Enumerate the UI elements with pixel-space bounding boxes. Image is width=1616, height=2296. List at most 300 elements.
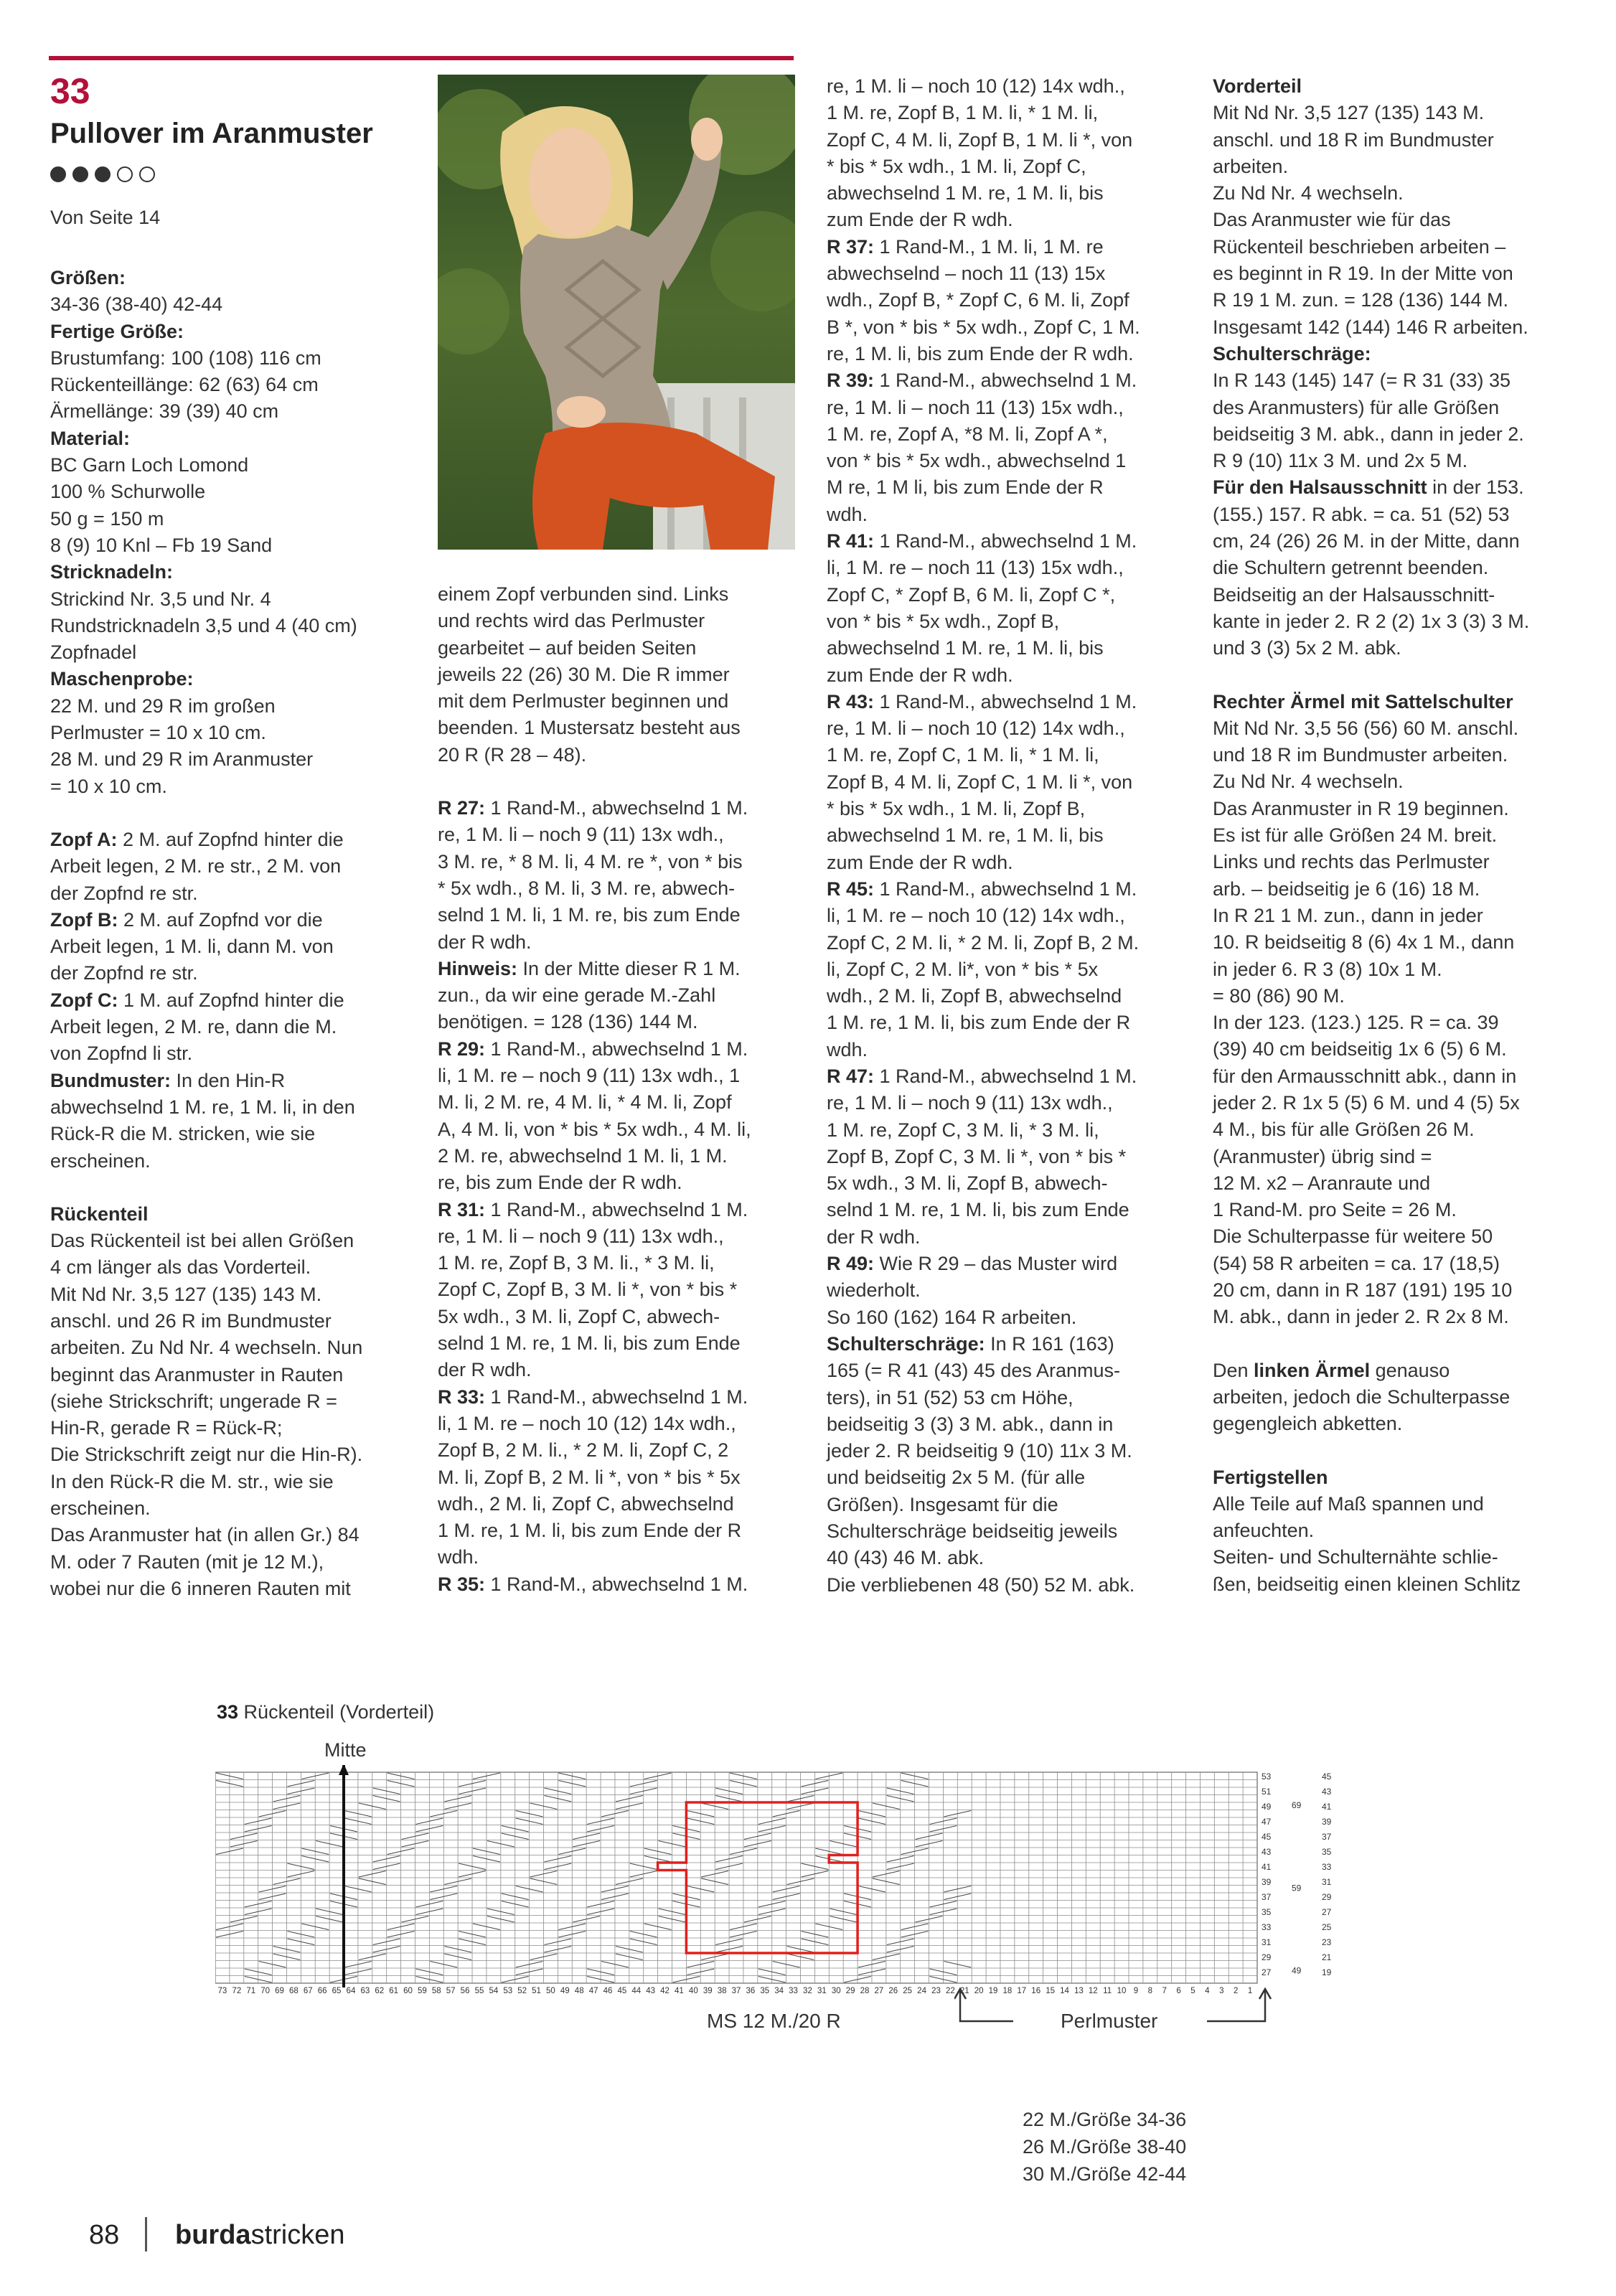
- text-line: (siehe Strickschrift; ungerade R =: [50, 1390, 337, 1412]
- stitch-number: 43: [646, 1987, 656, 1995]
- inline-text: 1 Rand-M., abwechselnd 1 M.: [874, 370, 1137, 392]
- model-photo-illustration: [438, 75, 795, 550]
- text-line: wdh., Zopf B, * Zopf C, 6 M. li, Zopf: [827, 289, 1129, 311]
- stitch-number: 62: [375, 1987, 385, 1995]
- section-heading: [1213, 73, 1572, 100]
- text-line: li, 1 M. re – noch 11 (13) 15x wdh.,: [827, 557, 1124, 579]
- text-line: jeder 2. R beidseitig 9 (10) 11x 3 M.: [827, 1440, 1132, 1462]
- text-line: re, 1 M. li – noch 11 (13) 15x wdh.,: [827, 396, 1124, 418]
- row-label: 33: [1322, 1862, 1332, 1872]
- section-heading: [50, 559, 409, 585]
- text-line: und beidseitig 2x 5 M. (für alle: [827, 1467, 1086, 1489]
- stitch-number: 53: [503, 1987, 513, 1995]
- text-line: der R wdh.: [438, 931, 532, 953]
- text-line: Schulterschräge beidseitig jeweils: [827, 1520, 1118, 1543]
- knitting-chart: [215, 1765, 1349, 2013]
- paragraph-gap: [1213, 1438, 1572, 1464]
- inline-label: Zopf A:: [50, 828, 118, 850]
- text-line: zum Ende der R wdh.: [827, 851, 1013, 873]
- stitch-number: 73: [217, 1987, 227, 1995]
- text-line: 100 % Schurwolle: [50, 481, 206, 503]
- stitch-number: 39: [703, 1987, 713, 1995]
- text-line: [50, 1068, 409, 1094]
- stitch-number: 19: [988, 1987, 998, 1995]
- row-label: 23: [1322, 1937, 1332, 1947]
- stitch-number: 27: [874, 1987, 884, 1995]
- row-label: 41: [1322, 1802, 1332, 1812]
- text-line: [827, 1331, 1185, 1358]
- brand-logo: [175, 2220, 344, 2251]
- text-line: zum Ende der R wdh.: [827, 664, 1013, 686]
- row-label: 53: [1262, 1772, 1272, 1782]
- text-line: 4 cm länger als das Vorderteil.: [50, 1256, 311, 1279]
- stitch-number: 68: [288, 1987, 299, 1995]
- text-line: M. li, Zopf B, 2 M. li *, von * bis * 5x: [438, 1466, 741, 1488]
- size-line: 26 M./Größe 38-40: [1023, 2136, 1187, 2158]
- row-label: 35: [1322, 1847, 1332, 1857]
- inline-label: R 41:: [827, 530, 875, 552]
- text-line: Das Aranmuster in R 19 beginnen.: [1213, 797, 1509, 819]
- row-label: 33: [1262, 1922, 1272, 1932]
- row-label: 49: [1292, 1965, 1302, 1976]
- inline-text: In den Hin-R: [171, 1069, 286, 1091]
- inline-text: 1 Rand-M., abwechselnd 1 M.: [874, 690, 1137, 712]
- section-heading: [50, 265, 409, 291]
- stitch-number: 10: [1117, 1987, 1127, 1995]
- text-line: 50 g = 150 m: [50, 507, 164, 530]
- inline-label: R 29:: [438, 1038, 486, 1060]
- text-line: M. oder 7 Rauten (mit je 12 M.),: [50, 1551, 324, 1573]
- inline-text: 1 Rand-M., abwechselnd 1 M.: [485, 1573, 748, 1595]
- text-line: In R 21 1 M. zun., dann in jeder: [1213, 904, 1483, 926]
- row-label: 59: [1292, 1883, 1302, 1893]
- section-heading: [50, 425, 409, 452]
- text-line: mit dem Perlmuster beginnen und: [438, 690, 729, 712]
- inline-label: Hinweis:: [438, 957, 518, 979]
- text-line: * 5x wdh., 8 M. li, 3 M. re, abwech-: [438, 877, 736, 899]
- inline-label: R 35:: [438, 1573, 486, 1595]
- text-line: 12 M. x2 – Aranraute und: [1213, 1172, 1431, 1194]
- stitch-number: 28: [860, 1987, 870, 1995]
- text-line: jeweils 22 (26) 30 M. Die R immer: [438, 663, 730, 685]
- difficulty-dot-filled: [72, 166, 88, 182]
- text-line: Größen). Insgesamt für die: [827, 1493, 1058, 1515]
- text-line: 40 (43) 46 M. abk.: [827, 1547, 985, 1569]
- heading-text: Fertige Größe:: [50, 320, 184, 342]
- heading-text: Größen:: [50, 267, 126, 288]
- inline-label: R 37:: [827, 235, 875, 258]
- text-line: arbeiten, jedoch die Schulterpasse: [1213, 1385, 1511, 1408]
- text-line: [827, 876, 1185, 903]
- stitch-number: 31: [817, 1987, 827, 1995]
- stitch-number: 67: [303, 1987, 313, 1995]
- text-line: li, 1 M. re – noch 9 (11) 13x wdh., 1: [438, 1065, 741, 1087]
- stitch-number: 56: [460, 1987, 470, 1995]
- text-line: gearbeitet – auf beiden Seiten: [438, 636, 697, 659]
- text-line: selnd 1 M. re, 1 M. li, bis zum Ende: [438, 1332, 741, 1355]
- text-line: * bis * 5x wdh., 1 M. li, Zopf B,: [827, 798, 1086, 820]
- text-line: Insgesamt 142 (144) 146 R arbeiten.: [1213, 316, 1528, 338]
- chart-center-label: Mitte: [324, 1739, 367, 1761]
- inline-label: R 27:: [438, 797, 486, 819]
- stitch-number: 64: [346, 1987, 356, 1995]
- text-line: In der 123. (123.) 125. R = ca. 39: [1213, 1012, 1499, 1034]
- text-line: Hin-R, gerade R = Rück-R;: [50, 1417, 283, 1439]
- inline-label: Zopf C:: [50, 989, 118, 1011]
- stitch-number: 25: [903, 1987, 913, 1995]
- stitch-number: 51: [532, 1987, 541, 1995]
- inline-label: R 49:: [827, 1253, 875, 1275]
- text-line: M. li, 2 M. re, 4 M. li, * 4 M. li, Zopf: [438, 1091, 732, 1114]
- text-line: zum Ende der R wdh.: [827, 209, 1013, 231]
- text-line: 1 M. re, Zopf B, 3 M. li., * 3 M. li,: [438, 1252, 715, 1274]
- heading-text: Maschenprobe:: [50, 668, 194, 690]
- inline-label: Schulterschräge:: [827, 1332, 985, 1355]
- text-line: Rückenteil beschrieben arbeiten –: [1213, 235, 1506, 258]
- text-line: [438, 1197, 797, 1223]
- heading-text: Rückenteil: [50, 1203, 149, 1225]
- text-line: 8 (9) 10 Knl – Fb 19 Sand: [50, 534, 273, 556]
- text-line: [827, 689, 1185, 715]
- stitch-number: 15: [1046, 1987, 1055, 1995]
- inline-text: Den: [1213, 1359, 1254, 1381]
- text-line: Brustumfang: 100 (108) 116 cm: [50, 347, 321, 369]
- inline-text: 1 Rand-M., abwechselnd 1 M.: [874, 1065, 1137, 1087]
- text-line: 1 M. re, 1 M. li, bis zum Ende der R: [438, 1520, 742, 1542]
- inline-label: R 33:: [438, 1385, 486, 1408]
- stitch-number: 1: [1247, 1987, 1253, 1995]
- text-line: und 18 R im Bundmuster arbeiten.: [1213, 744, 1508, 766]
- row-label: 43: [1262, 1847, 1272, 1857]
- text-line: Zopfnadel: [50, 641, 137, 664]
- text-line: der R wdh.: [438, 1359, 532, 1381]
- brand-bold: burda: [175, 2220, 251, 2250]
- text-line: Perlmuster = 10 x 10 cm.: [50, 722, 266, 744]
- text-line: Zopf B, Zopf C, 3 M. li *, von * bis *: [827, 1145, 1127, 1167]
- inline-text: In R 161 (163): [985, 1332, 1114, 1355]
- text-line: [827, 234, 1185, 260]
- row-label: 45: [1262, 1832, 1272, 1842]
- text-line: Zu Nd Nr. 4 wechseln.: [1213, 182, 1404, 204]
- text-line: 28 M. und 29 R im Aranmuster: [50, 748, 314, 771]
- heading-text: Vorderteil: [1213, 75, 1302, 97]
- text-line: wobei nur die 6 inneren Rauten mit: [50, 1577, 351, 1599]
- stitch-number: 40: [688, 1987, 698, 1995]
- text-line: anfeuchten.: [1213, 1520, 1315, 1542]
- text-line: arbeiten. Zu Nd Nr. 4 wechseln. Nun: [50, 1337, 363, 1359]
- row-label: 29: [1262, 1952, 1272, 1962]
- center-arrow-icon: [339, 1765, 349, 1775]
- text-line: es beginnt in R 19. In der Mitte von: [1213, 263, 1513, 285]
- text-line: zun., da wir eine gerade M.-Zahl: [438, 984, 716, 1007]
- row-label: 43: [1322, 1787, 1332, 1797]
- text-line: arbeiten.: [1213, 155, 1289, 177]
- section-heading: [1213, 1464, 1572, 1491]
- text-line: 1 M. re, Zopf C, 3 M. li, * 3 M. li,: [827, 1119, 1099, 1141]
- stitch-number: 66: [317, 1987, 327, 1995]
- stitch-number: 21: [959, 1987, 969, 1995]
- inline-text: 1 M. auf Zopfnd hinter die: [118, 989, 344, 1011]
- stitch-number: 24: [917, 1987, 926, 1995]
- inline-text: 2 M. auf Zopfnd hinter die: [117, 828, 344, 850]
- text-line: = 80 (86) 90 M.: [1213, 984, 1345, 1007]
- stitch-number: 35: [760, 1987, 770, 1995]
- heading-text: Stricknadeln:: [50, 561, 174, 583]
- inline-label: R 31:: [438, 1198, 486, 1220]
- text-line: Arbeit legen, 1 M. li, dann M. von: [50, 936, 334, 958]
- chart-caption: [217, 1701, 434, 1723]
- text-line: Rück-R die M. stricken, wie sie: [50, 1123, 316, 1145]
- stitch-number: 50: [546, 1987, 555, 1995]
- inline-label: linken Ärmel: [1254, 1359, 1371, 1381]
- inline-label: Zopf B:: [50, 908, 118, 931]
- inline-label: R 39:: [827, 370, 875, 392]
- text-line: und rechts wird das Perlmuster: [438, 610, 705, 632]
- inline-text: 1 Rand-M., abwechselnd 1 M.: [874, 530, 1137, 552]
- section-heading: [1213, 689, 1572, 715]
- stitch-number: 17: [1017, 1987, 1027, 1995]
- row-label: 49: [1262, 1802, 1272, 1812]
- brand-rest: stricken: [250, 2220, 345, 2250]
- text-line: Links und rechts das Perlmuster: [1213, 851, 1490, 873]
- stitch-number: 3: [1219, 1987, 1224, 1995]
- text-line: re, 1 M. li – noch 10 (12) 14x wdh.,: [827, 75, 1125, 97]
- size-line: 30 M./Größe 42-44: [1023, 2163, 1187, 2185]
- stitch-number: 36: [746, 1987, 756, 1995]
- stitch-number: 38: [717, 1987, 727, 1995]
- text-line: und 3 (3) 5x 2 M. abk.: [1213, 637, 1401, 659]
- text-line: der Zopfnd re str.: [50, 882, 198, 904]
- text-line: 2 M. re, abwechselnd 1 M. li, 1 M.: [438, 1144, 728, 1167]
- text-line: wiederholt.: [827, 1279, 921, 1302]
- text-line: abwechselnd 1 M. re, 1 M. li, in den: [50, 1096, 355, 1118]
- text-line: [438, 1571, 797, 1598]
- size-line: 22 M./Größe 34-36: [1023, 2109, 1187, 2130]
- text-line: Mit Nd Nr. 3,5 56 (56) 60 M. anschl.: [1213, 717, 1519, 739]
- text-line: 34-36 (38-40) 42-44: [50, 293, 223, 316]
- text-line: ßen, beidseitig einen kleinen Schlitz: [1213, 1573, 1521, 1595]
- text-line: 20 R (R 28 – 48).: [438, 743, 587, 766]
- text-line: die Schultern getrennt beenden.: [1213, 557, 1489, 579]
- row-label: 37: [1262, 1892, 1272, 1902]
- text-line: * bis * 5x wdh., 1 M. li, Zopf C,: [827, 155, 1086, 177]
- text-line: [438, 956, 797, 982]
- row-label: 35: [1262, 1907, 1272, 1917]
- text-line: (Aranmuster) übrig sind =: [1213, 1145, 1432, 1167]
- stitch-number: 44: [631, 1987, 642, 1995]
- pattern-number: 33: [50, 71, 90, 111]
- text-line: wdh.: [827, 1038, 868, 1060]
- text-line: kante in jeder 2. R 2 (2) 1x 3 (3) 3 M.: [1213, 610, 1530, 632]
- difficulty-dot-filled: [50, 166, 66, 182]
- text-line: Zopf C, 2 M. li, * 2 M. li, Zopf B, 2 M.: [827, 931, 1140, 954]
- text-line: von * bis * 5x wdh., abwechselnd 1: [827, 450, 1127, 472]
- stitch-number: 26: [888, 1987, 898, 1995]
- text-line: Mit Nd Nr. 3,5 127 (135) 143 M.: [50, 1283, 322, 1305]
- text-line: [438, 1036, 797, 1063]
- text-line: erscheinen.: [50, 1497, 151, 1520]
- difficulty-dot-empty: [139, 166, 155, 182]
- stitch-number: 60: [403, 1987, 413, 1995]
- stitch-number: 8: [1147, 1987, 1153, 1995]
- stitch-number: 29: [845, 1987, 855, 1995]
- stitch-number: 2: [1233, 1987, 1239, 1995]
- text-line: Zopf B, 4 M. li, Zopf C, 1 M. li *, von: [827, 771, 1133, 793]
- text-line: Beidseitig an der Halsausschnitt-: [1213, 583, 1495, 606]
- row-label: 31: [1322, 1877, 1332, 1887]
- text-line: [438, 1384, 797, 1411]
- text-line: [827, 1251, 1185, 1277]
- stitch-number: 52: [517, 1987, 527, 1995]
- stitch-number: 13: [1074, 1987, 1084, 1995]
- text-line: ters), in 51 (52) 53 cm Höhe,: [827, 1386, 1074, 1408]
- row-label: 21: [1322, 1952, 1332, 1962]
- from-page-note: Von Seite 14: [50, 207, 161, 228]
- text-line: der Zopfnd re str.: [50, 962, 198, 984]
- text-line: benötigen. = 128 (136) 144 M.: [438, 1011, 698, 1033]
- section-heading: [50, 666, 409, 692]
- inline-text: 1 Rand-M., abwechselnd 1 M.: [485, 1385, 748, 1408]
- stitch-number: 14: [1060, 1987, 1069, 1995]
- text-line: Alle Teile auf Maß spannen und: [1213, 1492, 1484, 1515]
- text-line: beidseitig 3 (3) 3 M. abk., dann in: [827, 1413, 1114, 1435]
- row-label: 45: [1322, 1772, 1332, 1782]
- text-line: einem Zopf verbunden sind. Links: [438, 583, 729, 605]
- text-line: [50, 827, 409, 853]
- stitch-number: 63: [360, 1987, 370, 1995]
- text-line: cm, 24 (26) 26 M. in der Mitte, dann: [1213, 530, 1520, 552]
- stitch-number: 54: [489, 1987, 499, 1995]
- stitch-number: 42: [660, 1987, 670, 1995]
- text-line: Zopf C, 4 M. li, Zopf B, 1 M. li *, von: [827, 128, 1133, 151]
- text-line: 10. R beidseitig 8 (6) 4x 1 M., dann: [1213, 931, 1515, 954]
- text-line: re, 1 M. li – noch 9 (11) 13x wdh.,: [438, 1225, 724, 1247]
- row-label: 51: [1262, 1787, 1272, 1797]
- text-line: Das Aranmuster hat (in allen Gr.) 84: [50, 1524, 360, 1546]
- stitch-number: 57: [446, 1987, 456, 1995]
- row-label: 29: [1322, 1892, 1332, 1902]
- size-list: [1023, 2106, 1186, 2188]
- row-label: 41: [1262, 1862, 1272, 1872]
- stitch-number: 71: [246, 1987, 256, 1995]
- text-line: 1 M. re, Zopf C, 1 M. li, * 1 M. li,: [827, 744, 1099, 766]
- text-line: wdh., 2 M. li, Zopf B, abwechselnd: [827, 985, 1122, 1007]
- inline-text: In der Mitte dieser R 1 M.: [517, 957, 741, 979]
- section-heading: [50, 319, 409, 345]
- repeat-label: MS 12 M./20 R: [707, 2010, 841, 2032]
- text-line: Die Strickschrift zeigt nur die Hin-R).: [50, 1444, 363, 1466]
- text-line: (54) 58 R arbeiten = ca. 17 (18,5): [1213, 1252, 1500, 1274]
- text-line: von * bis * 5x wdh., Zopf B,: [827, 610, 1060, 632]
- text-column-1: [50, 265, 409, 1602]
- footer-divider: [145, 2217, 147, 2252]
- difficulty-dot-empty: [117, 166, 133, 182]
- text-line: re, bis zum Ende der R wdh.: [438, 1172, 682, 1194]
- difficulty-rating: [50, 166, 155, 182]
- text-line: Seiten- und Schulternähte schlie-: [1213, 1546, 1498, 1568]
- stitch-number: 34: [774, 1987, 784, 1995]
- text-line: Zopf C, Zopf B, 3 M. li *, von * bis *: [438, 1279, 738, 1301]
- text-line: Ärmellänge: 39 (39) 40 cm: [50, 400, 279, 423]
- stitch-number: 45: [617, 1987, 627, 1995]
- text-line: 3 M. re, * 8 M. li, 4 M. re *, von * bis: [438, 850, 743, 872]
- text-line: (39) 40 cm beidseitig 1x 6 (5) 6 M.: [1213, 1038, 1507, 1060]
- stitch-number: 33: [789, 1987, 798, 1995]
- paragraph-gap: [1213, 1331, 1572, 1358]
- text-line: Zopf C, * Zopf B, 6 M. li, Zopf C *,: [827, 583, 1116, 606]
- page-number: 88: [89, 2220, 120, 2250]
- inline-label: R 47:: [827, 1065, 875, 1087]
- chart-caption-number: 33: [217, 1701, 239, 1723]
- text-line: Es ist für alle Größen 24 M. breit.: [1213, 824, 1498, 847]
- text-line: In R 143 (145) 147 (= R 31 (33) 35: [1213, 370, 1511, 392]
- text-line: Arbeit legen, 2 M. re, dann die M.: [50, 1016, 337, 1038]
- text-line: in jeder 6. R 3 (8) 10x 1 M.: [1213, 958, 1442, 980]
- heading-text: Rechter Ärmel mit Sattelschulter: [1213, 690, 1513, 712]
- text-line: [827, 367, 1185, 394]
- stitch-number: 58: [431, 1987, 441, 1995]
- text-line: [1213, 1358, 1572, 1384]
- text-line: beginnt das Aranmuster in Rauten: [50, 1363, 344, 1385]
- pattern-title: Pullover im Aranmuster: [50, 118, 373, 149]
- text-line: re, 1 M. li, bis zum Ende der R wdh.: [827, 342, 1134, 364]
- text-line: 5x wdh., 3 M. li, Zopf C, abwech-: [438, 1305, 720, 1327]
- text-line: Das Aranmuster wie für das: [1213, 209, 1451, 231]
- inline-text: Wie R 29 – das Muster wird: [874, 1253, 1118, 1275]
- inline-text: 1 Rand-M., abwechselnd 1 M.: [485, 1038, 748, 1060]
- inline-text: 1 Rand-M., abwechselnd 1 M.: [874, 878, 1137, 900]
- text-line: R 19 1 M. zun. = 128 (136) 144 M.: [1213, 289, 1508, 311]
- text-line: Mit Nd Nr. 3,5 127 (135) 143 M.: [1213, 102, 1485, 124]
- stitch-number: 65: [332, 1987, 342, 1995]
- text-line: 165 (= R 41 (43) 45 des Aranmus-: [827, 1360, 1120, 1382]
- text-column-3: [827, 73, 1185, 1599]
- stitch-number: 70: [260, 1987, 271, 1995]
- text-line: selnd 1 M. re, 1 M. li, bis zum Ende: [827, 1199, 1129, 1221]
- text-line: der R wdh.: [827, 1225, 921, 1248]
- row-label: 31: [1262, 1937, 1272, 1947]
- inline-text: in der 153.: [1427, 476, 1524, 499]
- perlmuster-arrows: [954, 1987, 1299, 2038]
- stitch-number: 30: [831, 1987, 841, 1995]
- text-line: von Zopfnd li str.: [50, 1043, 193, 1065]
- text-line: für den Armausschnitt abk., dann in: [1213, 1065, 1517, 1087]
- section-heading: [50, 1201, 409, 1228]
- text-line: 22 M. und 29 R im großen: [50, 695, 276, 717]
- text-line: 5x wdh., 3 M. li, Zopf B, abwech-: [827, 1172, 1108, 1195]
- text-line: (155.) 157. R abk. = ca. 51 (52) 53: [1213, 503, 1510, 525]
- stitch-number: 48: [574, 1987, 584, 1995]
- stitch-number: 46: [603, 1987, 613, 1995]
- text-line: anschl. und 26 R im Bundmuster: [50, 1309, 332, 1332]
- stitch-number: 61: [389, 1987, 399, 1995]
- row-label: 69: [1292, 1800, 1302, 1810]
- row-label: 47: [1262, 1817, 1272, 1827]
- stitch-number: 32: [803, 1987, 812, 1995]
- text-line: 4 M., bis für alle Größen 26 M.: [1213, 1119, 1475, 1141]
- stitch-number: 12: [1088, 1987, 1098, 1995]
- section-heading: [1213, 341, 1572, 367]
- stitch-number: 18: [1002, 1987, 1013, 1995]
- text-line: gegengleich abketten.: [1213, 1413, 1403, 1435]
- text-line: selnd 1 M. li, 1 M. re, bis zum Ende: [438, 904, 741, 926]
- text-line: beenden. 1 Mustersatz besteht aus: [438, 717, 741, 739]
- text-line: wdh.: [827, 503, 868, 525]
- text-line: [438, 795, 797, 822]
- stitch-number: 4: [1205, 1987, 1210, 1995]
- text-column-2: [438, 581, 797, 1598]
- text-column-4: [1213, 73, 1572, 1598]
